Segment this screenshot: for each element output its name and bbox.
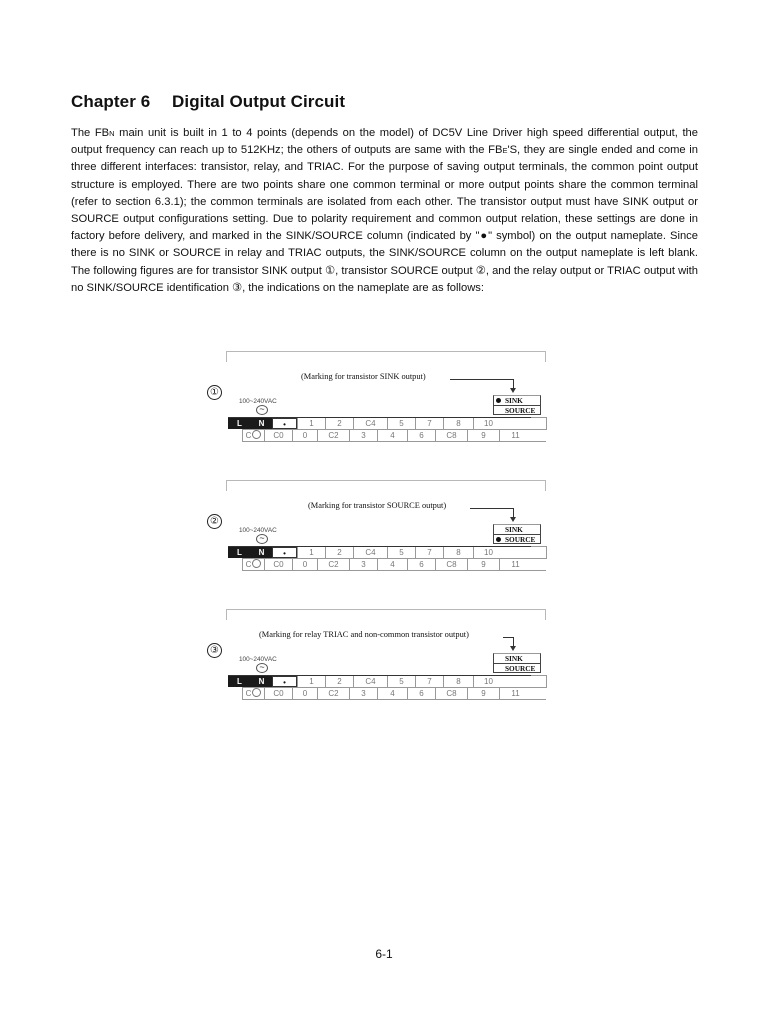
sink-source-nameplate <box>493 524 541 544</box>
terminal-8: 8 <box>443 418 473 429</box>
ground-icon <box>252 688 261 697</box>
terminal-C2: C2 <box>317 430 349 441</box>
source-row <box>494 535 540 544</box>
terminal-6: 6 <box>407 688 435 699</box>
terminal-C8: C8 <box>435 559 467 570</box>
supply-voltage: 100~240VAC <box>239 656 277 663</box>
figure-number: ① <box>207 385 222 400</box>
nameplate-figure <box>210 351 546 440</box>
chapter-number: Chapter 6 <box>71 92 151 111</box>
terminal-N: N <box>250 418 272 429</box>
sink-row <box>494 396 540 406</box>
terminal-10: 10 <box>473 547 503 558</box>
paragraph-text: 'S, they are single ended and come in three different interfaces: transistor, relay, and TRIAC. For the purpose of saving output terminals, the common point output structure is employed. There are two points share one common terminal or more output points share the common terminal (refer to section 6.3.1); the common terminals are isolated from each other. The transistor output must have SINK output or SOURCE output configurations setting. Due to polarity requirement and common output relation, these settings are done in factory before delivery, and marked in the SINK/SOURCE column (indicated by "●" symbol) on the output nameplate. Since there is no SINK or SOURCE in relay and TRIAC outputs, the SINK/SOURCE column on the output nameplate is left blank. The following figures are for transistor SINK output ①, transistor SOURCE output ②, and the relay output or TRIAC output with no SINK/SOURCE identification ③, the indications on the nameplate are as follows: <box>71 144 698 294</box>
terminal-0: 0 <box>292 559 317 570</box>
terminal-C4: C4 <box>353 418 387 429</box>
terminal-row-upper <box>228 546 532 558</box>
terminal-2: 2 <box>325 676 353 687</box>
sink-label: SINK <box>505 396 523 405</box>
terminal-4: 4 <box>377 688 407 699</box>
terminal-6: 6 <box>407 559 435 570</box>
source-row <box>494 406 540 415</box>
terminal-row-upper <box>228 675 532 687</box>
marking-dot-icon <box>496 398 501 403</box>
terminal-3: 3 <box>349 430 377 441</box>
ac-symbol-icon: ~ <box>256 534 268 544</box>
terminal-7: 7 <box>415 676 443 687</box>
terminal-8: 8 <box>443 676 473 687</box>
terminal-C: C <box>242 559 264 570</box>
terminal-1: 1 <box>297 418 325 429</box>
source-label: SOURCE <box>505 664 536 673</box>
ground-icon <box>252 559 261 568</box>
terminal-3: 3 <box>349 559 377 570</box>
terminal-5: 5 <box>387 418 415 429</box>
page-number: 6-1 <box>375 947 393 961</box>
terminal-9: 9 <box>467 559 499 570</box>
terminal-7: 7 <box>415 418 443 429</box>
terminal-row-upper <box>228 417 532 429</box>
terminal-•: • <box>272 418 297 429</box>
terminal-11: 11 <box>499 559 531 570</box>
source-row <box>494 664 540 673</box>
terminal-edge <box>531 675 547 688</box>
terminal-9: 9 <box>467 688 499 699</box>
paragraph-text: The FB <box>71 127 110 139</box>
terminal-6: 6 <box>407 430 435 441</box>
supply-voltage: 100~240VAC <box>239 398 277 405</box>
sink-row <box>494 525 540 535</box>
sink-row <box>494 654 540 664</box>
ground-icon <box>252 430 261 439</box>
ac-symbol-icon: ~ <box>256 405 268 415</box>
terminal-C4: C4 <box>353 676 387 687</box>
terminal-C2: C2 <box>317 688 349 699</box>
intro-paragraph <box>71 125 698 297</box>
terminal-edge <box>531 417 547 430</box>
sink-label: SINK <box>505 525 523 534</box>
nameplate-figure <box>210 480 546 569</box>
terminal-3: 3 <box>349 688 377 699</box>
sink-source-nameplate <box>493 395 541 415</box>
chapter-title: Digital Output Circuit <box>172 92 346 111</box>
terminal-L: L <box>228 418 250 429</box>
terminal-5: 5 <box>387 547 415 558</box>
figure-caption: (Marking for transistor SOURCE output) <box>308 501 447 510</box>
terminal-4: 4 <box>377 430 407 441</box>
terminal-C0: C0 <box>264 688 292 699</box>
terminal-•: • <box>272 547 297 558</box>
source-label: SOURCE <box>505 406 536 415</box>
terminal-L: L <box>228 547 250 558</box>
terminal-N: N <box>250 676 272 687</box>
terminal-row-lower <box>242 687 546 700</box>
figure-caption: (Marking for relay TRIAC and non-common transistor output) <box>259 630 469 639</box>
terminal-8: 8 <box>443 547 473 558</box>
terminal-2: 2 <box>325 418 353 429</box>
terminal-7: 7 <box>415 547 443 558</box>
terminal-row-lower <box>242 558 546 571</box>
figure-number: ② <box>207 514 222 529</box>
terminal-•: • <box>272 676 297 687</box>
paragraph-text: main unit is built in 1 to 4 points (depends on the model) of DC5V Line Driver high speed differential output, the output frequency can reach up to 512KHz; the others of outputs are same with the FB <box>71 127 698 157</box>
figure-caption: (Marking for transistor SINK output) <box>301 372 426 381</box>
terminal-C8: C8 <box>435 430 467 441</box>
source-label: SOURCE <box>505 535 536 544</box>
terminal-C: C <box>242 430 264 441</box>
terminal-C8: C8 <box>435 688 467 699</box>
terminal-row-lower <box>242 429 546 442</box>
terminal-2: 2 <box>325 547 353 558</box>
terminal-C4: C4 <box>353 547 387 558</box>
terminal-C: C <box>242 688 264 699</box>
supply-voltage: 100~240VAC <box>239 527 277 534</box>
terminal-C0: C0 <box>264 559 292 570</box>
terminal-edge <box>531 546 547 559</box>
terminal-11: 11 <box>499 430 531 441</box>
terminal-11: 11 <box>499 688 531 699</box>
terminal-10: 10 <box>473 676 503 687</box>
terminal-N: N <box>250 547 272 558</box>
terminal-0: 0 <box>292 430 317 441</box>
terminal-0: 0 <box>292 688 317 699</box>
nameplate-figure <box>210 609 546 698</box>
terminal-9: 9 <box>467 430 499 441</box>
paragraph-subscript: E <box>502 146 508 156</box>
terminal-10: 10 <box>473 418 503 429</box>
sink-label: SINK <box>505 654 523 663</box>
terminal-C0: C0 <box>264 430 292 441</box>
terminal-1: 1 <box>297 547 325 558</box>
terminal-4: 4 <box>377 559 407 570</box>
marking-dot-icon <box>496 537 501 542</box>
page-title <box>71 92 345 112</box>
paragraph-subscript: N <box>109 129 115 138</box>
terminal-L: L <box>228 676 250 687</box>
terminal-1: 1 <box>297 676 325 687</box>
figure-number: ③ <box>207 643 222 658</box>
ac-symbol-icon: ~ <box>256 663 268 673</box>
sink-source-nameplate <box>493 653 541 673</box>
terminal-5: 5 <box>387 676 415 687</box>
terminal-C2: C2 <box>317 559 349 570</box>
